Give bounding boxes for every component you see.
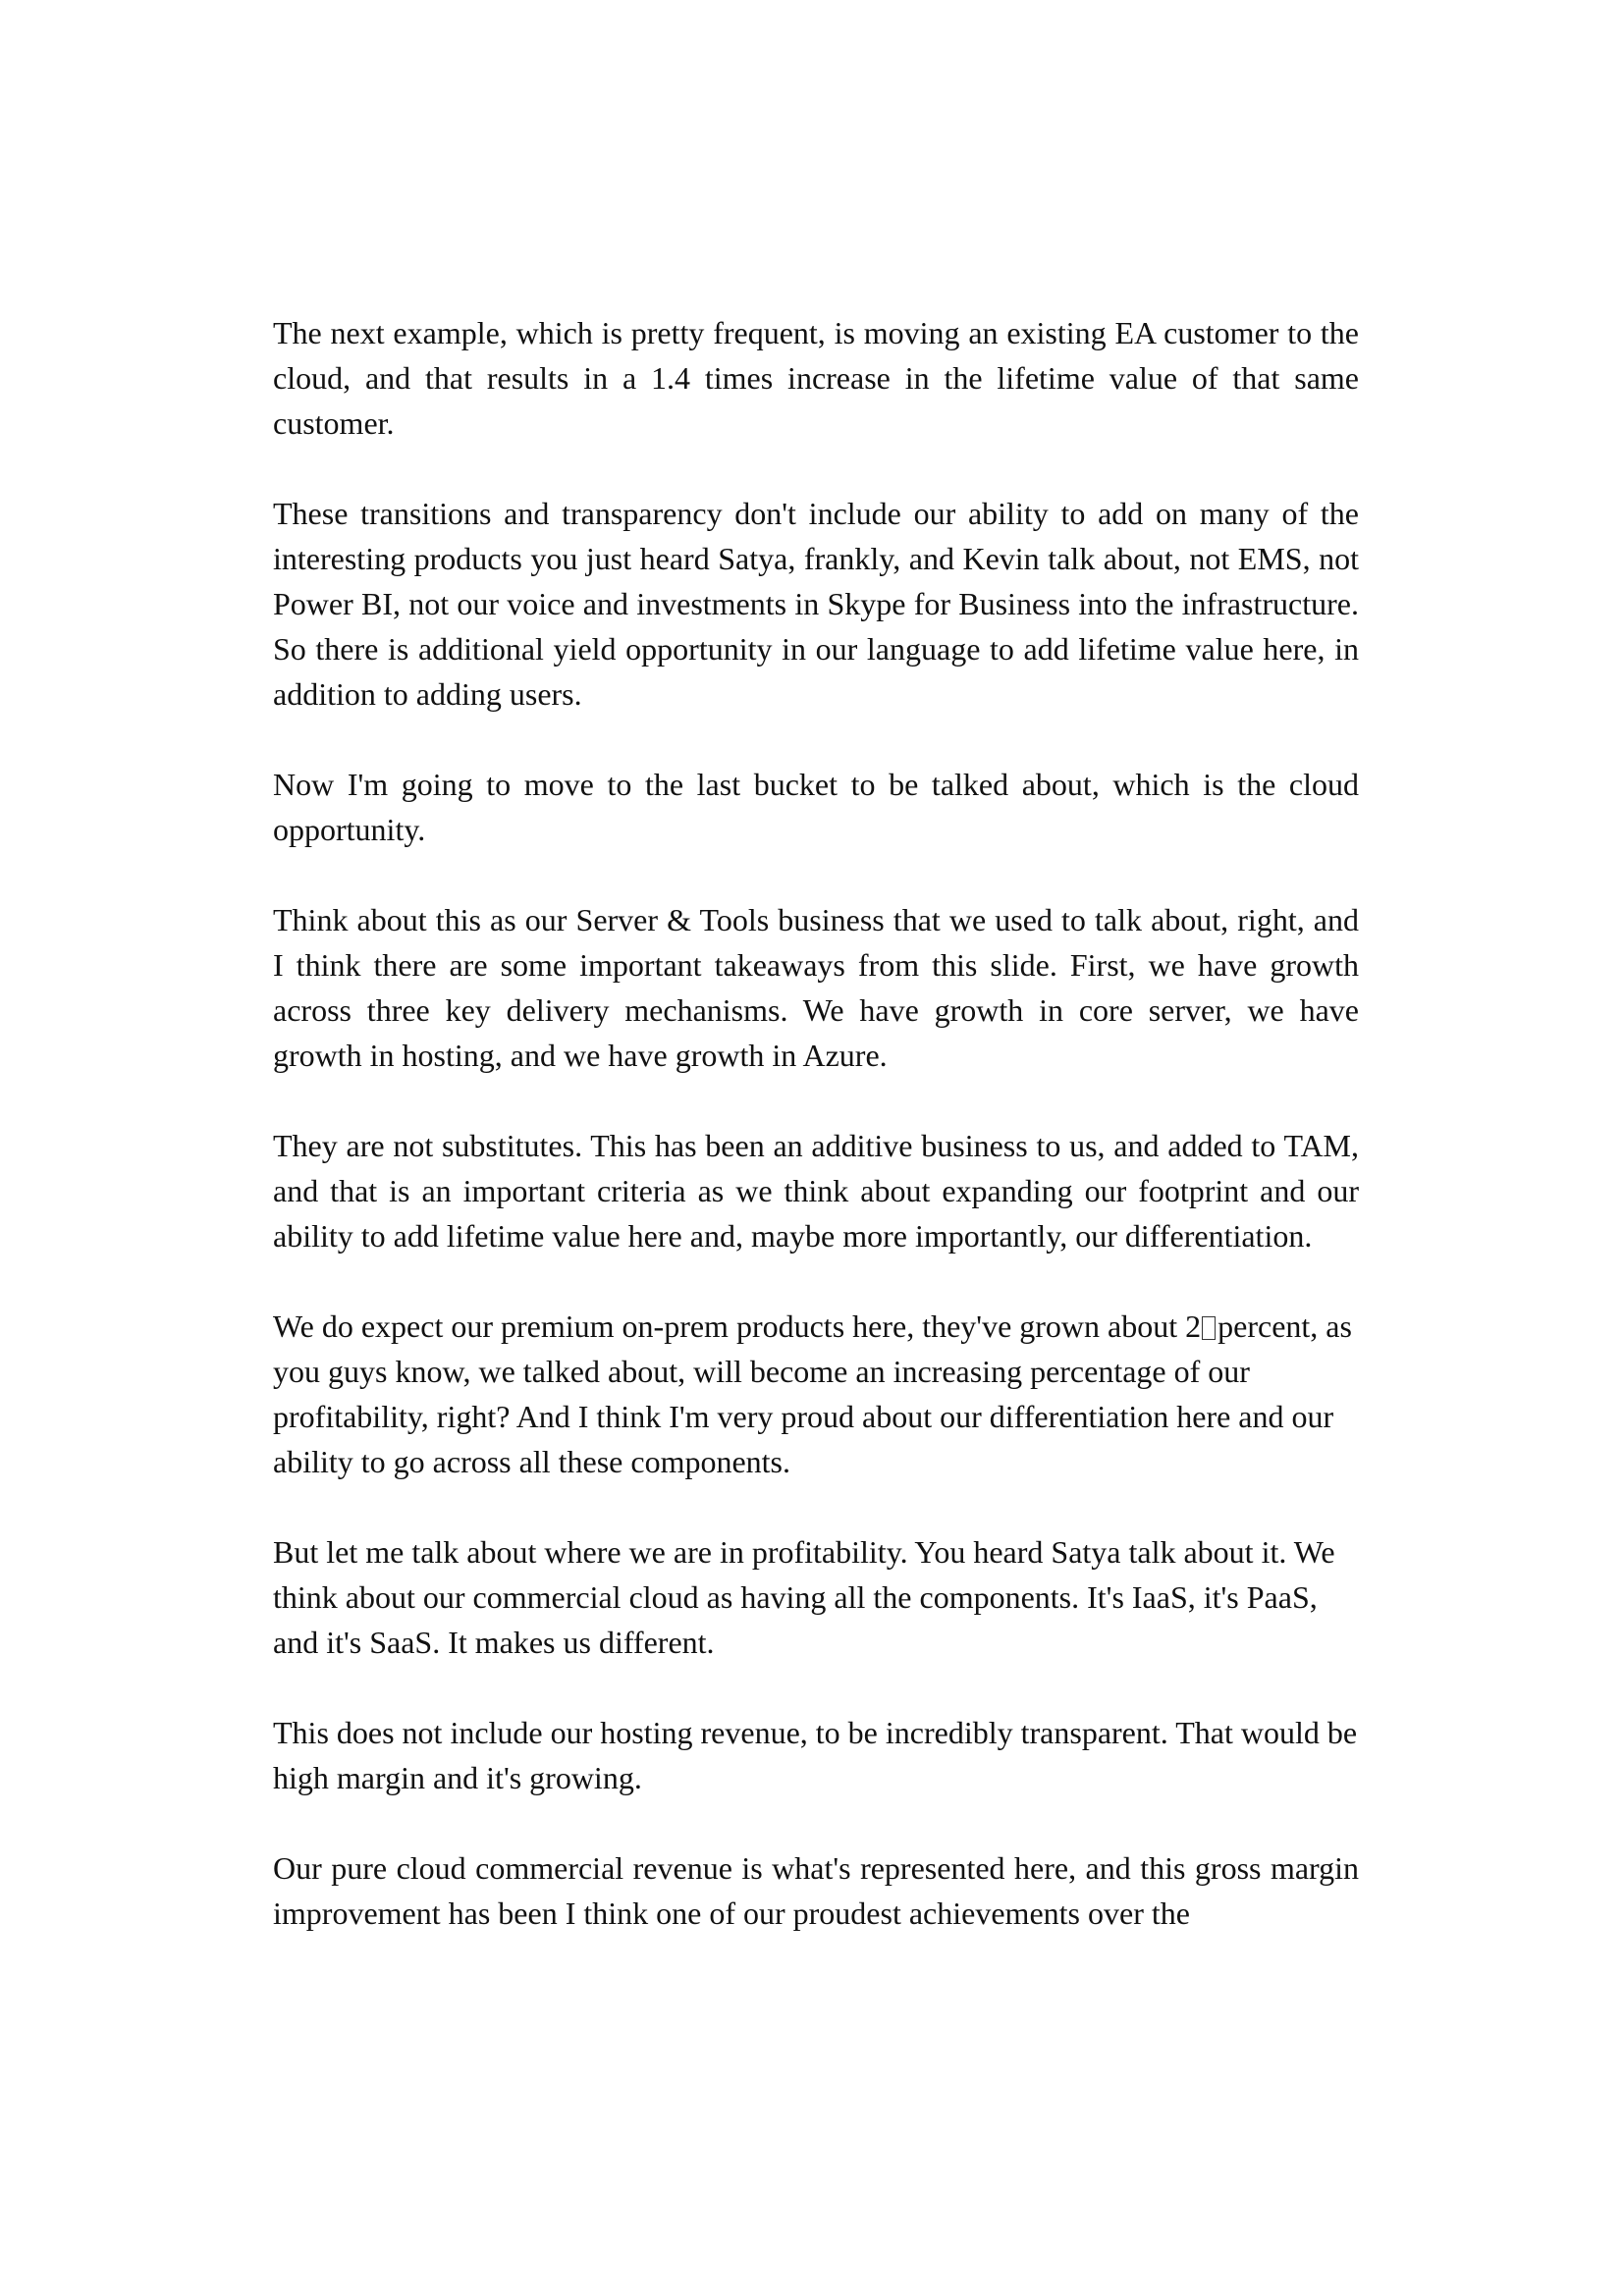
paragraph-2: These transitions and transparency don't include our ability to add on many of the interesting products you just heard Satya, frankly, and Kevin talk about, not EMS, not Power BI, not our voice and investments in Skype for Business into the infrastructure. So there is additional yield opportunity in our language to add lifetime value here, in addition to adding users. — [273, 496, 1359, 712]
paragraph-4: Think about this as our Server & Tools business that we used to talk about, right, and I think there are some important takeaways from this slide. First, we have growth across three key delivery mechanisms. We have growth in core server, we have growth in hosting, and we have growth in Azure. — [273, 902, 1359, 1073]
paragraph-1: The next example, which is pretty frequent, is moving an existing EA customer to the cloud, and that results in a 1.4 times increase in the lifetime value of that same customer. — [273, 315, 1359, 441]
paragraph-9: Our pure cloud commercial revenue is what's represented here, and this gross margin improvement has been I think one of our proudest achievements over the — [273, 1850, 1359, 1931]
missing-glyph-icon — [1202, 1316, 1216, 1340]
paragraph-6 — [273, 1304, 1359, 1484]
paragraph-3: Now I'm going to move to the last bucket to be talked about, which is the cloud opportunity. — [273, 767, 1359, 847]
paragraph-8: This does not include our hosting revenue, to be incredibly transparent. That would be high margin and it's growing. — [273, 1715, 1358, 1795]
paragraph-6-after: percent, as you guys know, we talked about, will become an increasing percentage of our profitability, right? And I think I'm very proud about our differentiation here and our ability to go across all these components. — [273, 1308, 1352, 1479]
paragraph-5: They are not substitutes. This has been an additive business to us, and added to TAM, and that is an important criteria as we think about expanding our footprint and our ability to add lifetime value here and, maybe more importantly, our differentiation. — [273, 1128, 1359, 1254]
transcript-body — [273, 310, 1359, 1936]
paragraph-7: But let me talk about where we are in profitability. You heard Satya talk about it. We think about our commercial cloud as having all the components. It's IaaS, it's PaaS, and it's SaaS. It makes us different. — [273, 1534, 1335, 1660]
paragraph-6-before: We do expect our premium on-prem products here, they've grown about 2 — [273, 1308, 1202, 1344]
